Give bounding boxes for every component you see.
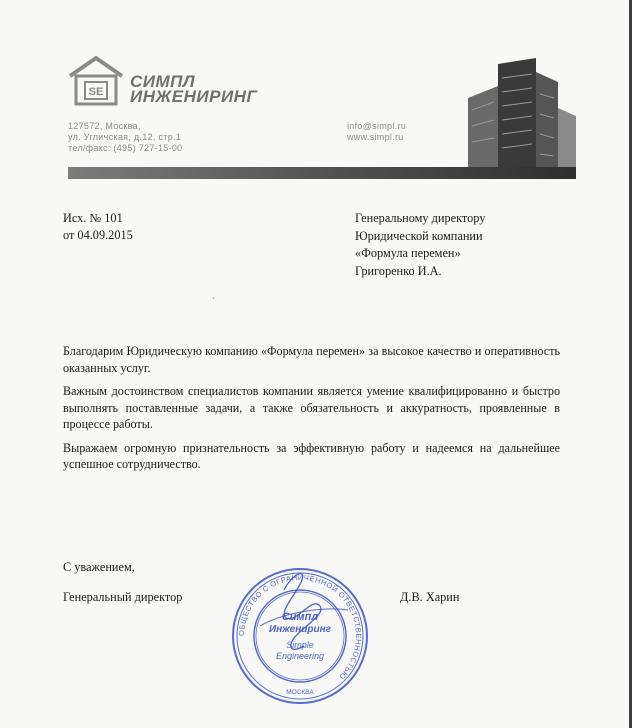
- stamp-ring-text: ОБЩЕСТВО С ОГРАНИЧЕННОЙ ОТВЕТСТВЕННОСТЬЮ: [236, 572, 364, 682]
- body-paragraph: Благодарим Юридическую компанию «Формула перемен» за высокое качество и оперативность оказанных услуг.: [63, 344, 560, 375]
- addressee-line: Григоренко И.А.: [355, 263, 442, 278]
- stamp-city: МОСКВА: [286, 689, 314, 696]
- addressee-line: Юридической компании: [355, 228, 483, 243]
- address-line: 127572, Москва,: [68, 121, 141, 131]
- addressee-block: [355, 210, 485, 280]
- letterhead-bar: [68, 167, 576, 179]
- outgoing-reference: [63, 210, 133, 244]
- stamp-line4: Engineering: [275, 651, 325, 661]
- letter-body: [63, 343, 560, 480]
- company-address: [68, 121, 182, 154]
- company-name-line2: ИНЖЕНИРИНГ: [130, 87, 258, 106]
- scan-mark: `: [212, 296, 215, 306]
- stamp-line1: Симпл: [281, 611, 319, 623]
- reference-date: от 04.09.2015: [63, 228, 133, 242]
- company-email: info@simpl.ru: [347, 121, 407, 131]
- closing-regards: С уважением,: [63, 560, 135, 574]
- building-illustration-icon: [458, 58, 580, 170]
- company-stamp-icon: [230, 566, 370, 706]
- addressee-line: Генеральному директору: [355, 211, 486, 225]
- logo-text: SE: [88, 86, 104, 98]
- body-paragraph: Выражаем огромную признательность за эффективную работу и надеемся на дальнейшее успешное сотрудничество.: [63, 440, 560, 471]
- reference-number: Исх. № 101: [63, 211, 123, 225]
- company-logo-icon: [66, 54, 126, 106]
- company-website: www.simpl.ru: [347, 132, 404, 142]
- company-contacts: [347, 121, 406, 143]
- stamp-line3: Simple: [286, 640, 314, 650]
- address-line: ул. Угличская, д.12, стр.1: [68, 132, 182, 142]
- signer-position: Генеральный директор: [63, 590, 183, 604]
- addressee-line: «Формула перемен»: [355, 246, 461, 260]
- signer-name: Д.В. Харин: [400, 590, 460, 604]
- company-name-line1: СИМПЛ: [130, 72, 196, 91]
- stamp-line2: Инжениринг: [269, 624, 331, 635]
- body-paragraph: Важным достоинством специалистов компании является умение квалифицированно и быстро выполнять поставленные задачи, а также обязательность и аккуратность, проявленные в процессе работы.: [63, 384, 560, 431]
- address-line: тел/факс: (495) 727-15-00: [68, 143, 183, 153]
- company-name: [130, 74, 257, 104]
